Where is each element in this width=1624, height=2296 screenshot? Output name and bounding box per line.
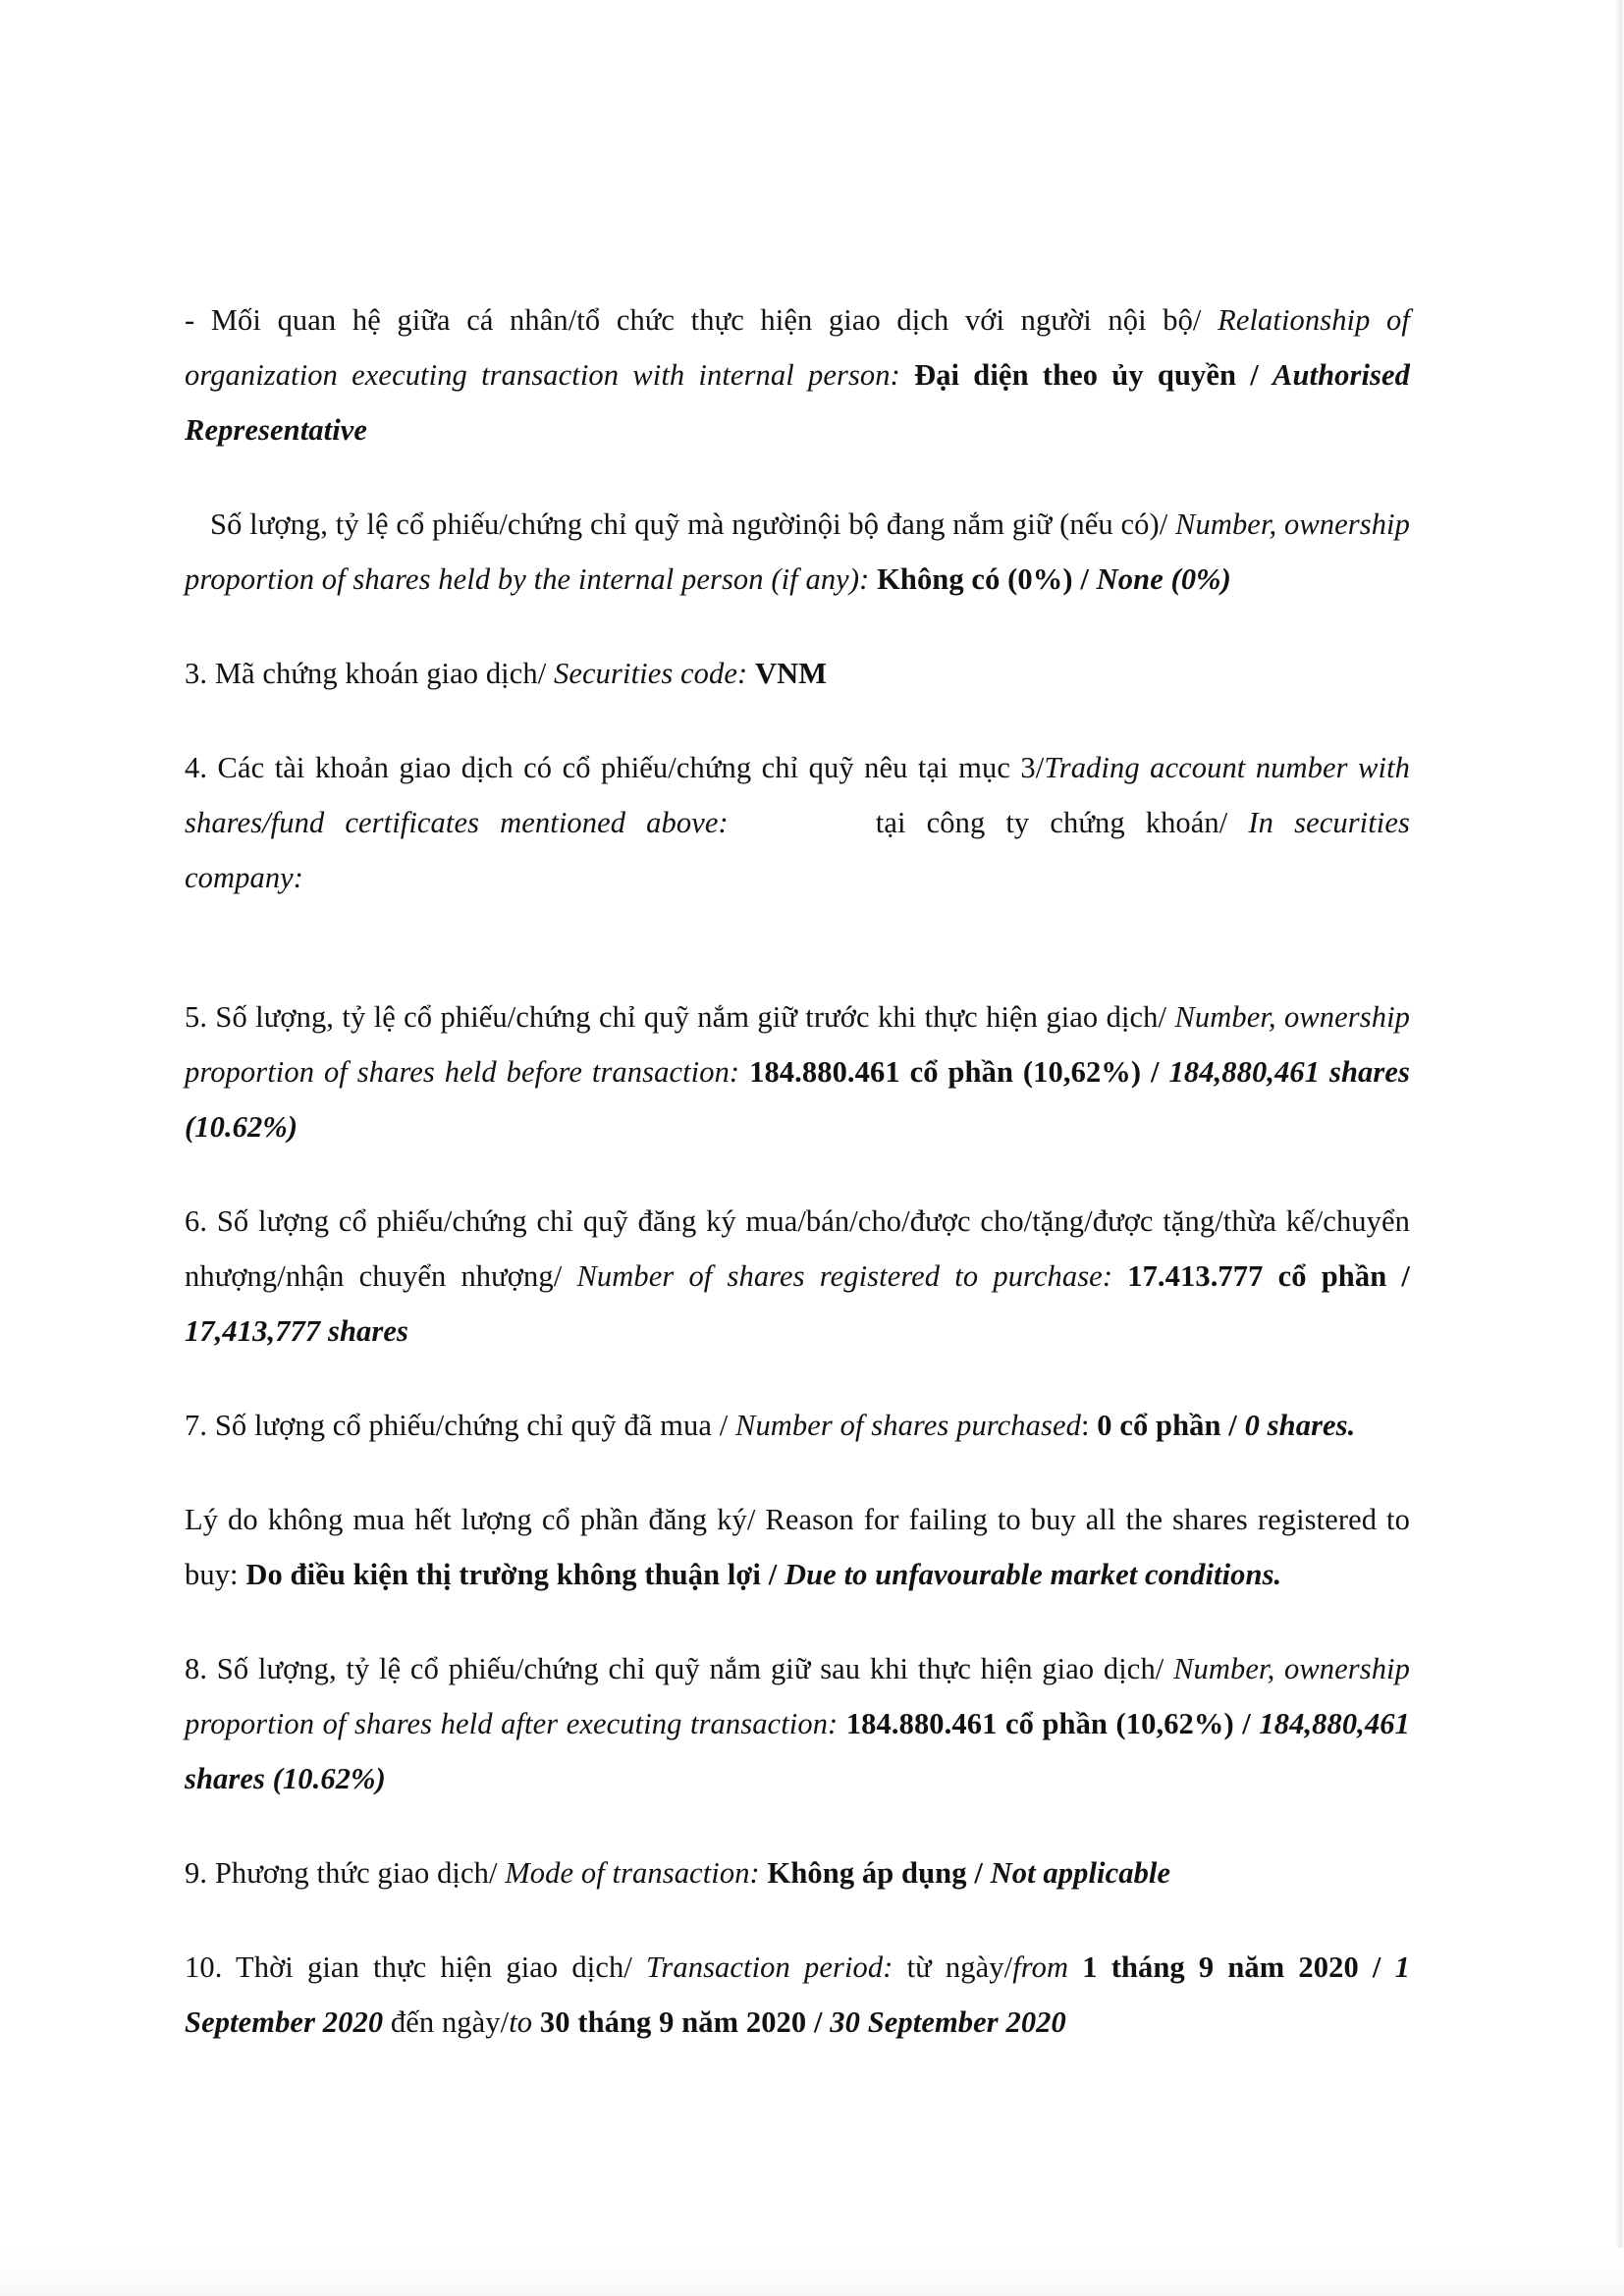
item10-en-label: Transaction period:	[646, 1950, 907, 1984]
item9-vi-value: Không áp dụng	[767, 1856, 967, 1890]
item9-vi-label: Phương thức giao dịch/	[214, 1856, 506, 1890]
document-body	[185, 293, 1410, 2050]
relationship-vi-value: Đại diện theo ủy quyền	[914, 358, 1237, 392]
relationship-en-label: Relationship of organization executing transaction with internal person:	[185, 303, 1410, 392]
item10-from-vi: từ ngày/	[906, 1950, 1013, 1984]
internal-holdings-vi-value: Không có (0%)	[877, 562, 1073, 596]
item6-separator: /	[1386, 1259, 1410, 1293]
internal-holdings-vi-label: Số lượng, tỷ lệ cổ phiếu/chứng chỉ quỹ mà ngườinội bộ đang nắm giữ (nếu có)/	[210, 507, 1176, 541]
paragraph-item-5	[185, 989, 1410, 1154]
item10-to-date-en: 30 September 2020	[830, 2005, 1066, 2039]
reason-separator: /	[761, 1558, 785, 1591]
item9-separator: /	[966, 1856, 991, 1890]
item6-en-value: 17,413,777 shares	[185, 1314, 408, 1348]
item10-from-en: from	[1012, 1950, 1083, 1984]
scan-edge-right	[1614, 0, 1624, 2296]
item4-vi-label-2: tại công ty chứng khoán/	[875, 806, 1249, 839]
item3-en-label: Securities code:	[554, 657, 756, 690]
item7-colon: :	[1080, 1409, 1098, 1442]
paragraph-reason	[185, 1492, 1410, 1602]
item9-en-value: Not applicable	[990, 1856, 1171, 1890]
item3-securities-code: VNM	[755, 657, 828, 690]
paragraph-item-3	[185, 646, 1410, 701]
reason-vi-label: Lý do không mua hết lượng cổ phần đăng ký/	[185, 1503, 766, 1536]
item10-from-date-vi: 1 tháng 9 năm 2020	[1082, 1950, 1359, 1984]
paragraph-item-6	[185, 1194, 1410, 1359]
item8-number: 8.	[185, 1652, 217, 1685]
item10-to-vi: đến ngày/	[383, 2005, 510, 2039]
item9-en-label: Mode of transaction:	[505, 1856, 768, 1890]
item7-number: 7.	[185, 1409, 215, 1442]
relationship-en-value: Authorised Representative	[185, 358, 1410, 447]
item10-separator-2: /	[806, 2005, 831, 2039]
reason-en-value: Due to unfavourable market conditions.	[785, 1558, 1282, 1591]
item4-number: 4.	[185, 751, 218, 784]
item10-from-date-en: 1 September 2020	[185, 1950, 1410, 2039]
item7-vi-value: 0 cổ phần	[1097, 1409, 1221, 1442]
item5-en-value: 184,880,461 shares (10.62%)	[185, 1055, 1410, 1144]
paragraph-item-8	[185, 1641, 1410, 1806]
item8-vi-label: Số lượng, tỷ lệ cổ phiếu/chứng chỉ quỹ nắm giữ sau khi thực hiện giao dịch/	[216, 1652, 1174, 1685]
item5-en-label: Number, ownership proportion of shares held before transaction:	[185, 1000, 1410, 1089]
relationship-separator: /	[1236, 358, 1272, 392]
item3-vi-label: Mã chứng khoán giao dịch/	[214, 657, 555, 690]
item5-vi-value: 184.880.461 cổ phần (10,62%)	[749, 1055, 1142, 1089]
paragraph-relationship	[185, 293, 1410, 457]
item10-to-en: to	[509, 2005, 540, 2039]
item8-en-value: 184,880,461 shares (10.62%)	[185, 1707, 1410, 1795]
relationship-vi-label: - Mối quan hệ giữa cá nhân/tổ chức thực hiện giao dịch với người nội bộ/	[185, 303, 1218, 337]
item7-en-value: 0 shares.	[1244, 1409, 1356, 1442]
item3-number: 3.	[185, 657, 215, 690]
item5-number: 5.	[185, 1000, 216, 1034]
item5-separator: /	[1141, 1055, 1169, 1089]
item4-en-label-2: In securities company:	[185, 806, 1410, 894]
item7-en-label: Number of shares purchased	[735, 1409, 1081, 1442]
item5-vi-label: Số lượng, tỷ lệ cổ phiếu/chứng chỉ quỹ nắm giữ trước khi thực hiện giao dịch/	[215, 1000, 1175, 1034]
item8-en-label: Number, ownership proportion of shares held after executing transaction:	[185, 1652, 1410, 1740]
internal-holdings-en-label: Number, ownership proportion of shares held by the internal person (if any):	[185, 507, 1410, 596]
paragraph-internal-holdings	[185, 497, 1410, 607]
paragraph-item-7	[185, 1398, 1410, 1453]
item6-number: 6.	[185, 1204, 217, 1238]
item8-vi-value: 184.880.461 cổ phần (10,62%)	[845, 1707, 1234, 1740]
item10-separator-1: /	[1358, 1950, 1395, 1984]
reason-en-label: Reason for failing to buy all the shares registered to buy:	[185, 1503, 1410, 1591]
internal-holdings-separator: /	[1072, 562, 1097, 596]
item6-vi-label: Số lượng cổ phiếu/chứng chỉ quỹ đăng ký mua/bán/cho/được cho/tặng/được tặng/thừa kế/chuyển nhượng/nhận chuyển nhượng/	[185, 1204, 1410, 1293]
item10-to-date-vi: 30 tháng 9 năm 2020	[539, 2005, 807, 2039]
item9-number: 9.	[185, 1856, 215, 1890]
item10-number: 10.	[185, 1950, 236, 1984]
item8-separator: /	[1233, 1707, 1260, 1740]
paragraph-item-4	[185, 740, 1410, 905]
item10-vi-label: Thời gian thực hiện giao dịch/	[236, 1950, 647, 1984]
internal-holdings-en-value: None (0%)	[1096, 562, 1231, 596]
paragraph-item-10	[185, 1940, 1410, 2050]
item6-vi-value: 17.413.777 cổ phần	[1127, 1259, 1387, 1293]
item4-vi-label: Các tài khoản giao dịch có cổ phiếu/chứng chỉ quỹ nêu tại mục 3/	[217, 751, 1045, 784]
item7-separator: /	[1220, 1409, 1245, 1442]
scan-edge-bottom	[0, 2248, 1624, 2296]
paragraph-item-9	[185, 1845, 1410, 1900]
item4-en-label: Trading account number with shares/fund certificates mentioned above:	[185, 751, 1410, 839]
reason-vi-value: Do điều kiện thị trường không thuận lợi	[245, 1558, 761, 1591]
item7-vi-label: Số lượng cổ phiếu/chứng chỉ quỹ đã mua /	[214, 1409, 736, 1442]
item6-en-label: Number of shares registered to purchase:	[576, 1259, 1128, 1293]
